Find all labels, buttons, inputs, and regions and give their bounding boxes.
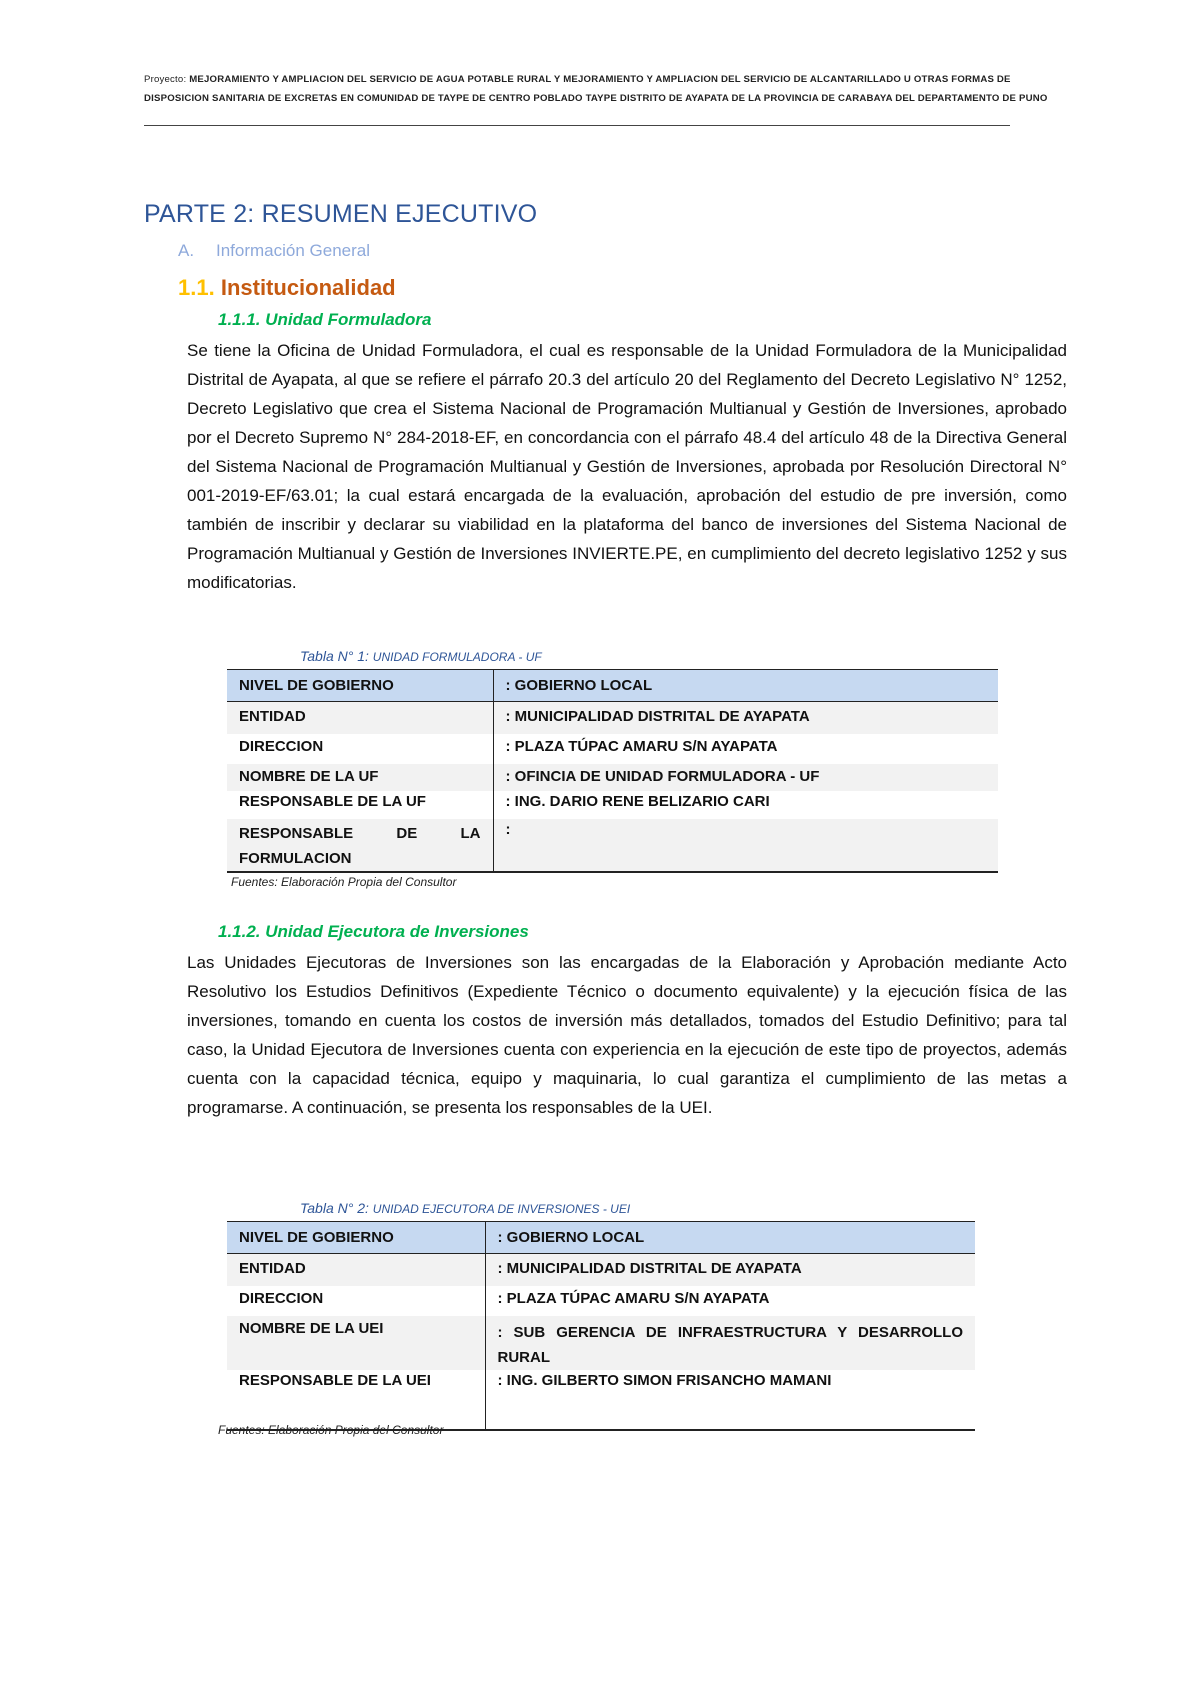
table-row	[227, 819, 998, 872]
table-cell-label: NOMBRE DE LA UEI	[227, 1316, 485, 1370]
table2-caption-title: UNIDAD EJECUTORA DE INVERSIONES - UEI	[372, 1202, 631, 1216]
table-cell-value: : GOBIERNO LOCAL	[493, 670, 998, 702]
table-cell-value: : MUNICIPALIDAD DISTRITAL DE AYAPATA	[493, 702, 998, 734]
section-1-1-title: Institucionalidad	[220, 275, 396, 300]
table-cell-value-line2: RURAL	[497, 1348, 550, 1366]
table-cell-value: : ING. DARIO RENE BELIZARIO CARI	[505, 792, 770, 810]
table-row	[227, 1286, 975, 1316]
table-cell-label: RESPONSABLE DE LA UEI	[227, 1370, 485, 1430]
table-row	[227, 1316, 975, 1370]
header-project-title: MEJORAMIENTO Y AMPLIACION DEL SERVICIO DE AGUA POTABLE RURAL Y MEJORAMIENTO Y AMPLIACION DEL SERVICIO DE ALCANTARILLADO U OTRAS FORMAS DE DISPOSICION SANITARIA DE EXCRETAS EN COMUNIDAD DE TAYPE DE CENTRO POBLADO TAYPE DISTRITO DE AYAPATA DE LA PROVINCIA DE CARABAYA DEL DEPARTAMENTO DE PUNO	[144, 74, 1048, 104]
table-cell-value: : PLAZA TÚPAC AMARU S/N AYAPATA	[497, 1289, 770, 1307]
section-a-heading	[178, 241, 370, 261]
table-cell-label: DIRECCION	[227, 734, 493, 764]
table1-source: Fuentes: Elaboración Propia del Consultor	[231, 875, 457, 889]
section-a-label: A.	[178, 241, 195, 260]
subsection-1-1-2-title: 1.1.2. Unidad Ejecutora de Inversiones	[218, 922, 529, 941]
paragraph-unidad-formuladora: Se tiene la Oficina de Unidad Formuladora, el cual es responsable de la Unidad Formuladora de la Municipalidad Distrital de Ayapata, al que se refiere el párrafo 20.3 del artículo 20 del Reglamento del Decreto Legislativo N° 1252, Decreto Legislativo que crea el Sistema Nacional de Programación Multianual y Gestión de Inversiones, aprobado por el Decreto Supremo N° 284-2018-EF, en concordancia con el párrafo 48.4 del artículo 48 de la Directiva General del Sistema Nacional de Programación Multianual y Gestión de Inversiones, aprobada por Resolución Directoral N° 001-2019-EF/63.01; la cual estará encargada de la evaluación, aprobación del estudio de pre inversión, como también de inscribir y declarar su viabilidad en la plataforma del banco de inversiones del Sistema Nacional de Programación Multianual y Gestión de Inversiones INVIERTE.PE, en cumplimiento del decreto legislativo 1252 y sus modificatorias.	[187, 341, 1067, 592]
section-1-1-number: 1.1.	[178, 275, 215, 300]
table-cell-value: : MUNICIPALIDAD DISTRITAL DE AYAPATA	[485, 1254, 975, 1286]
table-row	[227, 734, 998, 764]
table-row	[227, 702, 998, 734]
table1-caption-number: Tabla N° 1:	[300, 648, 369, 664]
paragraph-unidad-ejecutora: Las Unidades Ejecutoras de Inversiones son las encargadas de la Elaboración y Aprobación mediante Acto Resolutivo los Estudios Definitivos (Expediente Técnico o documento equivalente) y la ejecución física de las inversiones, tomando en cuenta los costos de inversión más detallados, tomados del Estudio Definitivo; para tal caso, la Unidad Ejecutora de Inversiones cuenta con experiencia en la ejecución de este tipo de proyectos, además cuenta con la capacidad técnica, equipo y maquinaria, lo cual garantiza el cumplimiento de las metas a programarse. A continuación, se presenta los responsables de la UEI.	[187, 953, 1067, 1117]
table-cell-value: : PLAZA TÚPAC AMARU S/N AYAPATA	[505, 737, 778, 755]
table-cell-label: ENTIDAD	[227, 1254, 485, 1286]
table-row	[227, 764, 998, 791]
page-header	[144, 70, 1068, 108]
table-cell-label: NIVEL DE GOBIERNO	[227, 1222, 485, 1254]
table-row	[227, 670, 998, 702]
table-unidad-ejecutora	[227, 1221, 975, 1431]
table-cell-label: DIRECCION	[227, 1286, 485, 1316]
table-cell-label: NIVEL DE GOBIERNO	[227, 670, 493, 702]
table-cell-value-line1: : SUB GERENCIA DE INFRAESTRUCTURA Y DESARROLLO	[497, 1323, 963, 1341]
table2-caption-number: Tabla N° 2:	[300, 1200, 369, 1216]
table-row	[227, 1222, 975, 1254]
table-cell-label: RESPONSABLE DE LA UF	[227, 791, 493, 819]
table2-source: Fuentes: Elaboración Propia del Consultor	[218, 1423, 444, 1437]
table-cell-label-line2: FORMULACION	[239, 849, 352, 867]
header-divider	[144, 125, 1010, 126]
table1-caption	[300, 648, 542, 664]
part-title: PARTE 2: RESUMEN EJECUTIVO	[144, 200, 538, 228]
table-cell-label-line1: RESPONSABLE DE LA	[239, 824, 481, 842]
table-cell-value: : OFINCIA DE UNIDAD FORMULADORA - UF	[493, 764, 998, 791]
table2-caption	[300, 1200, 630, 1216]
table-cell-value: : ING. GILBERTO SIMON FRISANCHO MAMANI	[485, 1370, 975, 1430]
table-row	[227, 1254, 975, 1286]
header-label: Proyecto:	[144, 74, 187, 85]
table-cell-value: : GOBIERNO LOCAL	[485, 1222, 975, 1254]
table-cell-label: ENTIDAD	[227, 702, 493, 734]
section-a-title: Información General	[216, 241, 371, 260]
table-cell-value: :	[493, 819, 998, 872]
subsection-1-1-1-title: 1.1.1. Unidad Formuladora	[218, 310, 432, 329]
table-unidad-formuladora	[227, 669, 998, 873]
table-row	[227, 791, 998, 819]
table-cell-label: NOMBRE DE LA UF	[227, 764, 493, 791]
table-row	[227, 1370, 975, 1430]
table-cell-label	[227, 819, 493, 872]
section-1-1-heading	[178, 275, 396, 301]
table1-caption-title: UNIDAD FORMULADORA - UF	[372, 650, 542, 664]
table-cell-value	[485, 1316, 975, 1370]
